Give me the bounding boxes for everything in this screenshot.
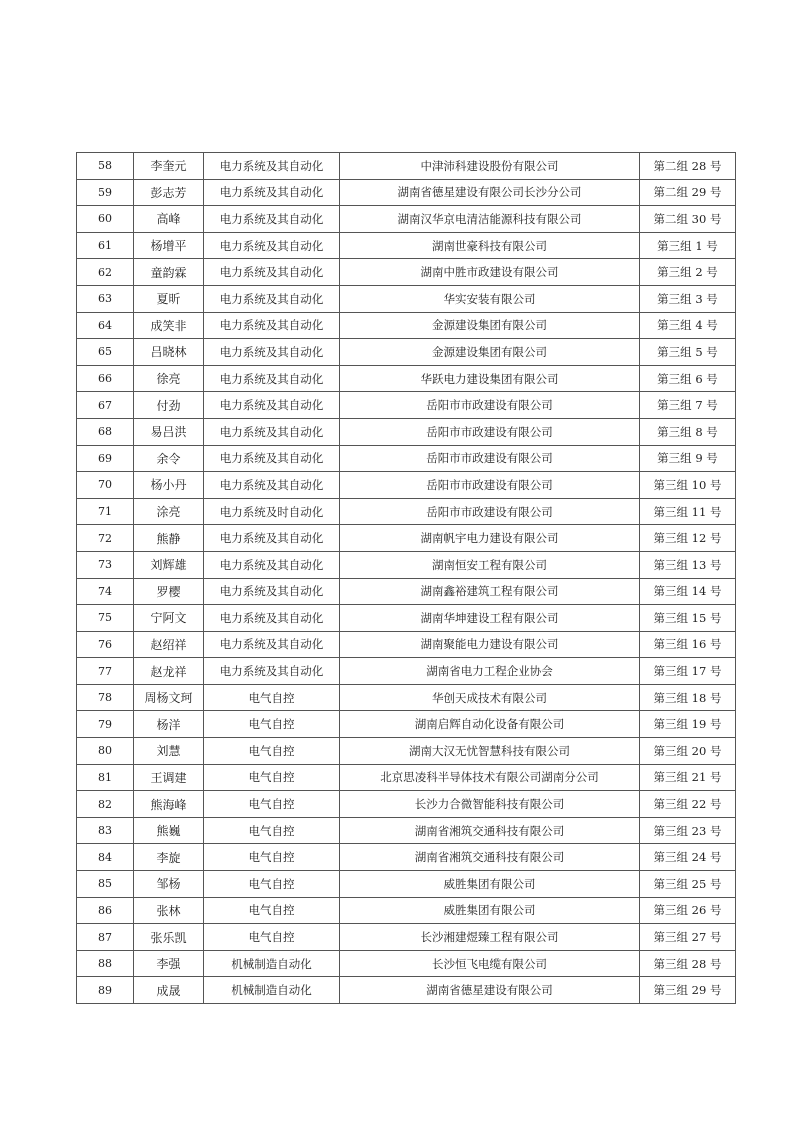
major-field: 电气自控 — [204, 817, 340, 844]
group-slot: 第三组 16 号 — [640, 631, 736, 658]
major-field: 电力系统及其自动化 — [204, 153, 340, 180]
table-row — [77, 791, 736, 818]
row-number: 80 — [77, 738, 134, 765]
row-number: 67 — [77, 392, 134, 419]
group-slot: 第三组 25 号 — [640, 871, 736, 898]
group-slot: 第三组 15 号 — [640, 605, 736, 632]
table-row — [77, 684, 736, 711]
group-slot: 第三组 26 号 — [640, 897, 736, 924]
table-row — [77, 285, 736, 312]
major-field: 电气自控 — [204, 738, 340, 765]
table-row — [77, 738, 736, 765]
company-name: 湖南聚能电力建设有限公司 — [340, 631, 640, 658]
person-name: 熊巍 — [134, 817, 204, 844]
major-field: 电力系统及其自动化 — [204, 631, 340, 658]
major-field: 电力系统及时自动化 — [204, 498, 340, 525]
person-name: 罗樱 — [134, 578, 204, 605]
table-row — [77, 365, 736, 392]
major-field: 电气自控 — [204, 711, 340, 738]
group-slot: 第三组 7 号 — [640, 392, 736, 419]
major-field: 电力系统及其自动化 — [204, 578, 340, 605]
person-name: 熊静 — [134, 525, 204, 552]
major-field: 电气自控 — [204, 897, 340, 924]
row-number: 64 — [77, 312, 134, 339]
person-name: 杨增平 — [134, 232, 204, 259]
table-row — [77, 525, 736, 552]
group-slot: 第三组 8 号 — [640, 418, 736, 445]
row-number: 79 — [77, 711, 134, 738]
company-name: 长沙恒飞电缆有限公司 — [340, 950, 640, 977]
company-name: 湖南启辉自动化设备有限公司 — [340, 711, 640, 738]
major-field: 电力系统及其自动化 — [204, 339, 340, 366]
major-field: 电力系统及其自动化 — [204, 551, 340, 578]
person-name: 童韵霖 — [134, 259, 204, 286]
group-slot: 第三组 24 号 — [640, 844, 736, 871]
table-row — [77, 658, 736, 685]
person-name: 彭志芳 — [134, 179, 204, 206]
person-name: 刘辉雄 — [134, 551, 204, 578]
row-number: 85 — [77, 871, 134, 898]
person-name: 赵绍祥 — [134, 631, 204, 658]
group-slot: 第三组 6 号 — [640, 365, 736, 392]
row-number: 76 — [77, 631, 134, 658]
table-row — [77, 445, 736, 472]
row-number: 83 — [77, 817, 134, 844]
company-name: 湖南大汉无忧智慧科技有限公司 — [340, 738, 640, 765]
row-number: 70 — [77, 472, 134, 499]
group-slot: 第三组 18 号 — [640, 684, 736, 711]
person-name: 李强 — [134, 950, 204, 977]
table-row — [77, 844, 736, 871]
group-slot: 第三组 2 号 — [640, 259, 736, 286]
company-name: 华创天成技术有限公司 — [340, 684, 640, 711]
row-number: 72 — [77, 525, 134, 552]
table-row — [77, 259, 736, 286]
table-row — [77, 950, 736, 977]
group-slot: 第三组 14 号 — [640, 578, 736, 605]
major-field: 电力系统及其自动化 — [204, 418, 340, 445]
company-name: 中津沛科建设股份有限公司 — [340, 153, 640, 180]
group-slot: 第三组 3 号 — [640, 285, 736, 312]
major-field: 电力系统及其自动化 — [204, 525, 340, 552]
row-number: 75 — [77, 605, 134, 632]
row-number: 78 — [77, 684, 134, 711]
major-field: 电力系统及其自动化 — [204, 605, 340, 632]
group-slot: 第三组 28 号 — [640, 950, 736, 977]
group-slot: 第二组 30 号 — [640, 206, 736, 233]
person-name: 高峰 — [134, 206, 204, 233]
table-row — [77, 578, 736, 605]
major-field: 电力系统及其自动化 — [204, 312, 340, 339]
person-name: 成笑非 — [134, 312, 204, 339]
major-field: 电力系统及其自动化 — [204, 658, 340, 685]
person-name: 王调建 — [134, 764, 204, 791]
group-slot: 第三组 17 号 — [640, 658, 736, 685]
company-name: 湖南省电力工程企业协会 — [340, 658, 640, 685]
company-name: 威胜集团有限公司 — [340, 871, 640, 898]
group-slot: 第三组 29 号 — [640, 977, 736, 1004]
person-name: 涂亮 — [134, 498, 204, 525]
row-number: 66 — [77, 365, 134, 392]
table-row — [77, 871, 736, 898]
company-name: 长沙力合微智能科技有限公司 — [340, 791, 640, 818]
group-slot: 第三组 12 号 — [640, 525, 736, 552]
row-number: 82 — [77, 791, 134, 818]
person-name: 吕晓林 — [134, 339, 204, 366]
company-name: 金源建设集团有限公司 — [340, 312, 640, 339]
table-row — [77, 764, 736, 791]
group-slot: 第二组 28 号 — [640, 153, 736, 180]
company-name: 岳阳市市政建设有限公司 — [340, 418, 640, 445]
company-name: 长沙湘建煜臻工程有限公司 — [340, 924, 640, 951]
person-name: 余令 — [134, 445, 204, 472]
major-field: 电力系统及其自动化 — [204, 232, 340, 259]
row-number: 73 — [77, 551, 134, 578]
group-slot: 第三组 22 号 — [640, 791, 736, 818]
group-slot: 第三组 23 号 — [640, 817, 736, 844]
major-field: 电力系统及其自动化 — [204, 285, 340, 312]
roster-body — [77, 153, 736, 1004]
table-row — [77, 631, 736, 658]
company-name: 湖南省湘筑交通科技有限公司 — [340, 844, 640, 871]
company-name: 湖南鑫裕建筑工程有限公司 — [340, 578, 640, 605]
person-name: 成晟 — [134, 977, 204, 1004]
table-row — [77, 418, 736, 445]
table-row — [77, 392, 736, 419]
company-name: 湖南省德星建设有限公司 — [340, 977, 640, 1004]
table-row — [77, 153, 736, 180]
row-number: 89 — [77, 977, 134, 1004]
major-field: 电气自控 — [204, 844, 340, 871]
group-slot: 第三组 13 号 — [640, 551, 736, 578]
person-name: 李旋 — [134, 844, 204, 871]
company-name: 湖南省德星建设有限公司长沙分公司 — [340, 179, 640, 206]
row-number: 61 — [77, 232, 134, 259]
row-number: 69 — [77, 445, 134, 472]
major-field: 电力系统及其自动化 — [204, 206, 340, 233]
group-slot: 第三组 1 号 — [640, 232, 736, 259]
table-row — [77, 312, 736, 339]
table-row — [77, 977, 736, 1004]
table-row — [77, 232, 736, 259]
table-row — [77, 711, 736, 738]
person-name: 徐亮 — [134, 365, 204, 392]
table-row — [77, 206, 736, 233]
row-number: 58 — [77, 153, 134, 180]
row-number: 62 — [77, 259, 134, 286]
person-name: 宁阿文 — [134, 605, 204, 632]
row-number: 88 — [77, 950, 134, 977]
company-name: 湖南省湘筑交通科技有限公司 — [340, 817, 640, 844]
row-number: 68 — [77, 418, 134, 445]
major-field: 电力系统及其自动化 — [204, 179, 340, 206]
table-row — [77, 605, 736, 632]
group-slot: 第三组 20 号 — [640, 738, 736, 765]
group-slot: 第三组 5 号 — [640, 339, 736, 366]
person-name: 易吕洪 — [134, 418, 204, 445]
group-slot: 第三组 27 号 — [640, 924, 736, 951]
major-field: 电力系统及其自动化 — [204, 365, 340, 392]
row-number: 71 — [77, 498, 134, 525]
person-name: 付劲 — [134, 392, 204, 419]
major-field: 机械制造自动化 — [204, 977, 340, 1004]
company-name: 湖南华坤建设工程有限公司 — [340, 605, 640, 632]
group-slot: 第二组 29 号 — [640, 179, 736, 206]
major-field: 电力系统及其自动化 — [204, 472, 340, 499]
row-number: 81 — [77, 764, 134, 791]
table-row — [77, 551, 736, 578]
person-name: 赵龙祥 — [134, 658, 204, 685]
company-name: 岳阳市市政建设有限公司 — [340, 472, 640, 499]
major-field: 电气自控 — [204, 924, 340, 951]
major-field: 电气自控 — [204, 791, 340, 818]
company-name: 北京思凌科半导体技术有限公司湖南分公司 — [340, 764, 640, 791]
company-name: 金源建设集团有限公司 — [340, 339, 640, 366]
company-name: 华实安装有限公司 — [340, 285, 640, 312]
person-name: 张林 — [134, 897, 204, 924]
person-name: 李奎元 — [134, 153, 204, 180]
table-row — [77, 472, 736, 499]
person-name: 熊海峰 — [134, 791, 204, 818]
major-field: 机械制造自动化 — [204, 950, 340, 977]
table-row — [77, 924, 736, 951]
table-row — [77, 498, 736, 525]
row-number: 63 — [77, 285, 134, 312]
table-row — [77, 339, 736, 366]
row-number: 65 — [77, 339, 134, 366]
row-number: 87 — [77, 924, 134, 951]
group-slot: 第三组 11 号 — [640, 498, 736, 525]
person-name: 刘慧 — [134, 738, 204, 765]
major-field: 电气自控 — [204, 764, 340, 791]
row-number: 74 — [77, 578, 134, 605]
row-number: 77 — [77, 658, 134, 685]
company-name: 湖南恒安工程有限公司 — [340, 551, 640, 578]
company-name: 湖南世豪科技有限公司 — [340, 232, 640, 259]
major-field: 电气自控 — [204, 871, 340, 898]
person-name: 夏昕 — [134, 285, 204, 312]
company-name: 岳阳市市政建设有限公司 — [340, 498, 640, 525]
person-name: 邹杨 — [134, 871, 204, 898]
table-row — [77, 817, 736, 844]
company-name: 湖南中胜市政建设有限公司 — [340, 259, 640, 286]
company-name: 湖南汉华京电清洁能源科技有限公司 — [340, 206, 640, 233]
group-slot: 第三组 21 号 — [640, 764, 736, 791]
group-slot: 第三组 19 号 — [640, 711, 736, 738]
person-name: 周杨文珂 — [134, 684, 204, 711]
person-name: 张乐凯 — [134, 924, 204, 951]
row-number: 84 — [77, 844, 134, 871]
group-slot: 第三组 9 号 — [640, 445, 736, 472]
table-row — [77, 897, 736, 924]
person-name: 杨洋 — [134, 711, 204, 738]
company-name: 华跃电力建设集团有限公司 — [340, 365, 640, 392]
row-number: 59 — [77, 179, 134, 206]
major-field: 电力系统及其自动化 — [204, 392, 340, 419]
company-name: 湖南帆宇电力建设有限公司 — [340, 525, 640, 552]
row-number: 86 — [77, 897, 134, 924]
company-name: 岳阳市市政建设有限公司 — [340, 392, 640, 419]
group-slot: 第三组 10 号 — [640, 472, 736, 499]
roster-table — [76, 152, 736, 1004]
person-name: 杨小丹 — [134, 472, 204, 499]
row-number: 60 — [77, 206, 134, 233]
company-name: 威胜集团有限公司 — [340, 897, 640, 924]
major-field: 电力系统及其自动化 — [204, 259, 340, 286]
major-field: 电气自控 — [204, 684, 340, 711]
group-slot: 第三组 4 号 — [640, 312, 736, 339]
major-field: 电力系统及其自动化 — [204, 445, 340, 472]
company-name: 岳阳市市政建设有限公司 — [340, 445, 640, 472]
table-row — [77, 179, 736, 206]
